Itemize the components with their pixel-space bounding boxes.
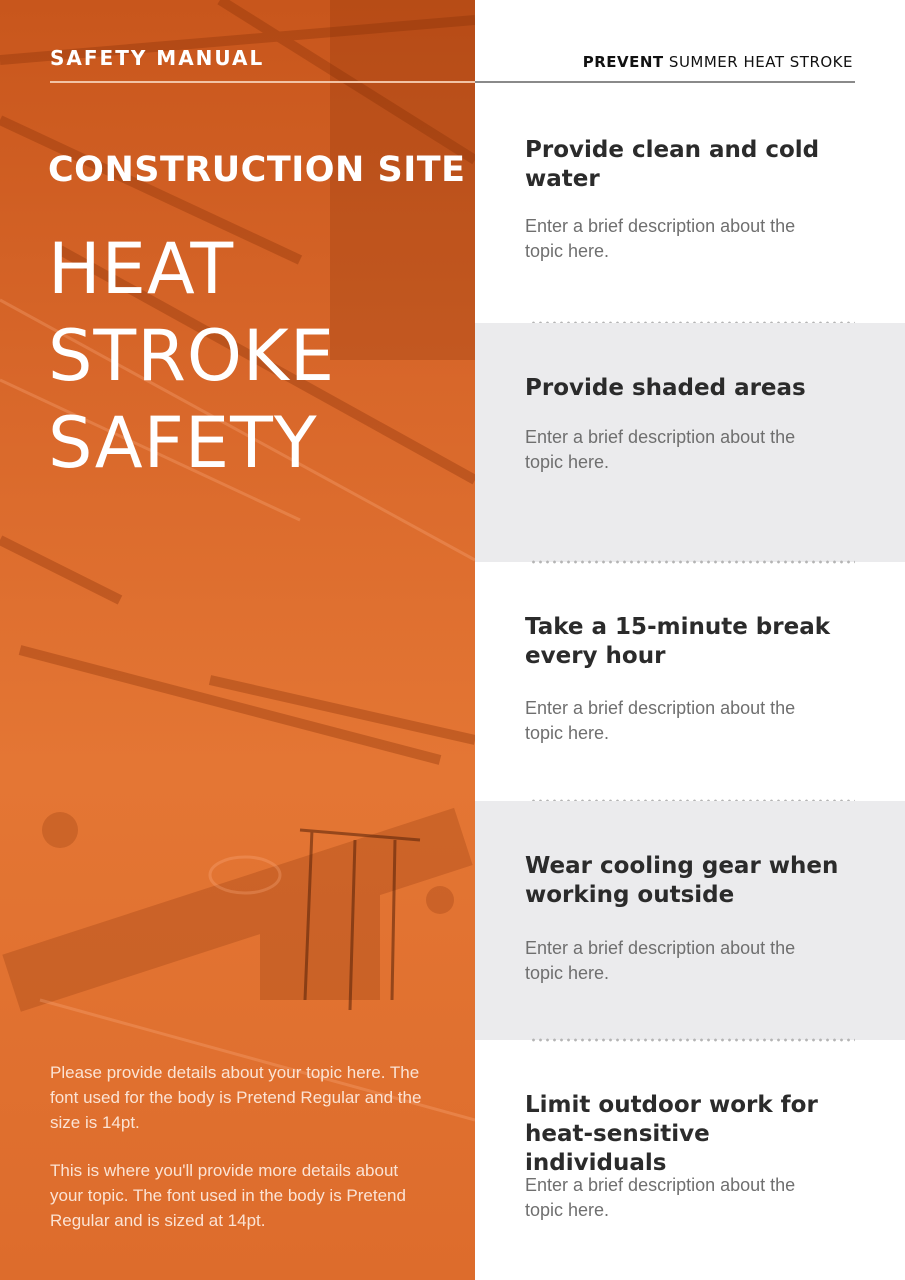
tip-title: Provide clean and cold water	[525, 137, 820, 192]
header-rule-light	[50, 81, 475, 83]
title-line: STROKE	[48, 315, 336, 397]
tip-item	[475, 1040, 905, 1279]
body-paragraph: Please provide details about your topic here. The font used for the body is Pretend Regular and the size is 14pt.	[50, 1063, 422, 1132]
tip-item	[475, 801, 905, 1040]
tagline-rest: SUMMER HEAT STROKE	[663, 53, 853, 71]
tip-title: Take a 15-minute break every hour	[525, 614, 831, 669]
tagline-bold: PREVENT	[582, 53, 664, 71]
tip-description: Enter a brief description about the topic here.	[525, 938, 796, 983]
body-paragraph: This is where you'll provide more details about your topic. The font used in the body is Pretend Regular and is sized at 14pt.	[50, 1161, 406, 1230]
tip-title: Limit outdoor work for heat-sensitive individuals	[525, 1092, 818, 1176]
tip-description: Enter a brief description about the topic here.	[525, 1175, 796, 1220]
brand-title: SAFETY MANUAL	[50, 46, 265, 70]
tip-item	[475, 84, 905, 323]
tip-title: Provide shaded areas	[525, 375, 806, 401]
tips-list	[475, 84, 905, 1279]
site-label: CONSTRUCTION SITE	[48, 150, 466, 190]
tip-title: Wear cooling gear when working outside	[525, 853, 839, 908]
tip-description: Enter a brief description about the topic here.	[525, 427, 796, 472]
header-tagline	[583, 53, 853, 71]
tip-description: Enter a brief description about the topic here.	[525, 698, 796, 743]
tip-item	[475, 562, 905, 801]
main-title	[48, 226, 335, 487]
tip-description: Enter a brief description about the topic here.	[525, 216, 796, 261]
tip-item	[475, 323, 905, 562]
title-line: HEAT	[48, 228, 235, 310]
title-line: SAFETY	[48, 402, 318, 484]
